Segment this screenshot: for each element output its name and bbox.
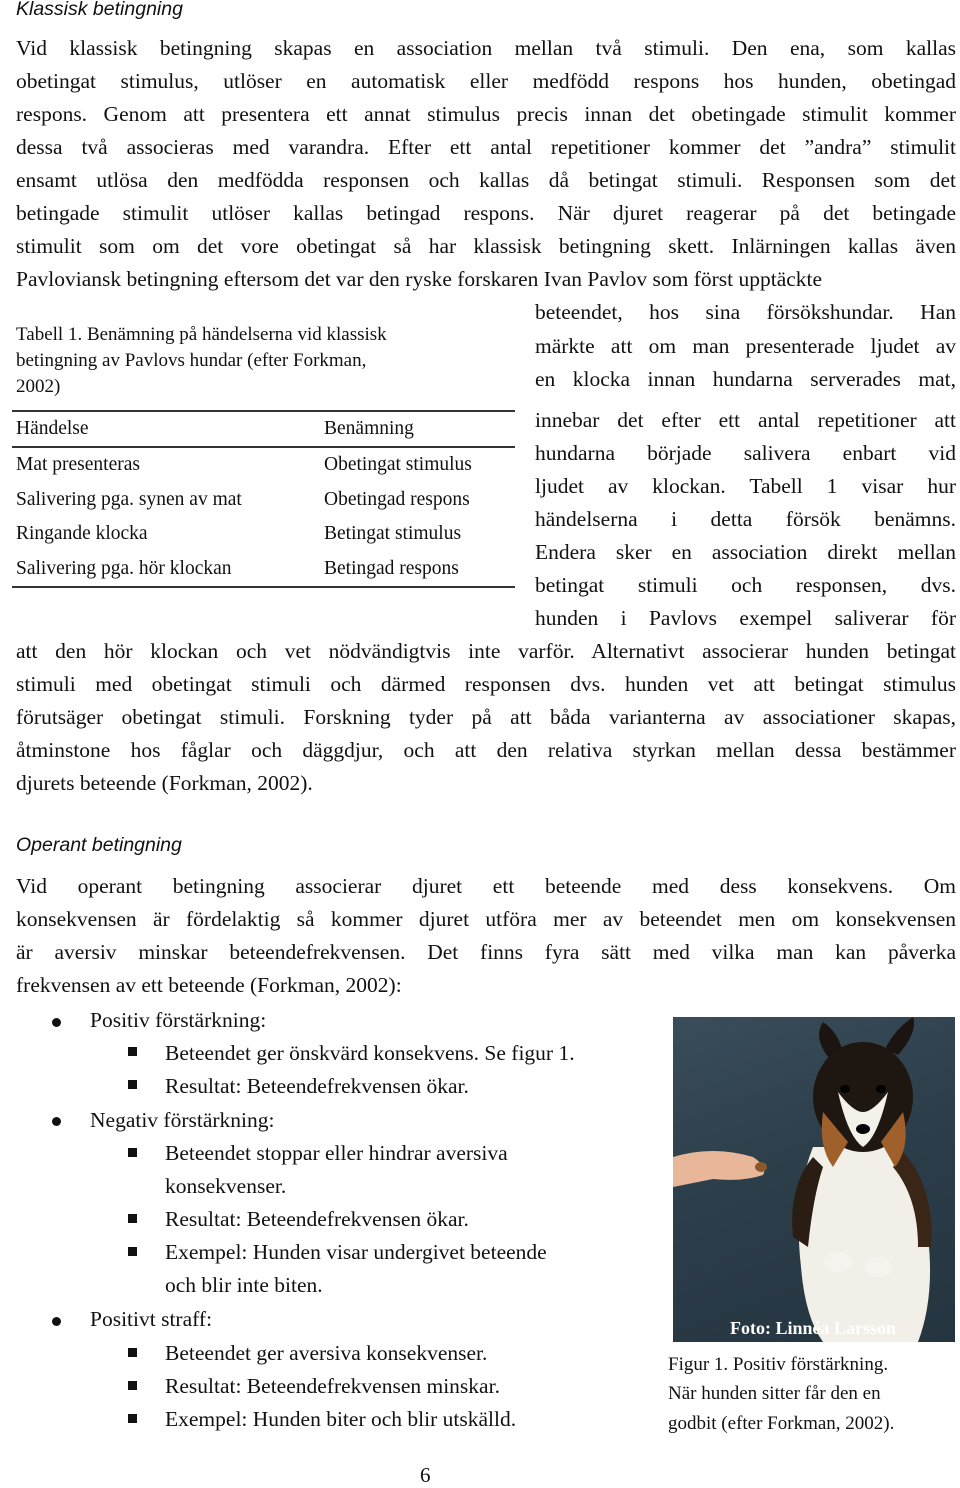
table-cell: Obetingat stimulus (324, 454, 472, 476)
sub-bullet-item: Exempel: Hunden biter och blir utskälld. (165, 1407, 517, 1431)
sub-bullet-item: Beteendet ger önskvärd konsekvens. Se figur 1. (165, 1041, 575, 1065)
bullet-square-icon (128, 1247, 137, 1256)
paragraph-line: en klocka innan hundarna serverades mat, (535, 367, 956, 391)
bullet-item: Positiv förstärkning: (90, 1008, 267, 1032)
section-heading-klassisk: Klassisk betingning (16, 0, 183, 20)
sub-bullet-item: Exempel: Hunden visar undergivet beteende (165, 1240, 547, 1264)
table-row (12, 447, 515, 483)
bullet-square-icon (128, 1348, 137, 1357)
table-header-cell: Benämning (320, 411, 515, 447)
paragraph-line: djurets beteende (Forkman, 2002). (16, 771, 313, 795)
paragraph-line: innebar det efter ett antal repetitioner att (535, 408, 956, 432)
paragraph-line: ensamt utlösa den medfödda responsen och kallas då betingat stimuli. Responsen som det (16, 168, 956, 192)
bullet-square-icon (128, 1148, 137, 1157)
table-caption-line: betingning av Pavlovs hundar (efter Forkman, (16, 350, 367, 371)
sub-bullet-item-continuation: och blir inte biten. (165, 1273, 323, 1297)
bullet-square-icon (128, 1047, 137, 1056)
paragraph-line: förutsäger obetingat stimuli. Forskning tyder på att båda varianterna av associationer skapas, (16, 705, 956, 729)
paragraph-line: stimulit som om det vore obetingat så har klassisk betingning skett. Inlärningen kallas även (16, 234, 956, 258)
table-cell: Mat presenteras (16, 454, 140, 476)
paragraph-line: beteendet, hos sina försökshundar. Han (535, 300, 956, 324)
section-heading-operant: Operant betingning (16, 834, 182, 856)
paragraph-line: Endera sker en association direkt mellan (535, 540, 956, 564)
table-cell: Salivering pga. hör klockan (12, 552, 320, 588)
paragraph-line: Vid operant betingning associerar djuret ett beteende med dess konsekvens. Om (16, 874, 956, 898)
figure-caption-line: godbit (efter Forkman, 2002). (668, 1413, 895, 1434)
paragraph-line: obetingat stimulus, utlöser en automatisk eller medfödd respons hos hunden, obetingad (16, 69, 956, 93)
table-cell: Salivering pga. synen av mat (16, 488, 242, 510)
paragraph-line: är aversiv minskar beteendefrekvensen. Det finns fyra sätt med vilka man kan påverka (16, 940, 956, 964)
paragraph-line: att den hör klockan och vet nödvändigtvis inte varför. Alternativt associerar hunden betingat (16, 639, 956, 663)
bullet-square-icon (128, 1080, 137, 1089)
paragraph-line: betingade stimulit utlöser kallas betingad respons. När djuret reagerar på det betingade (16, 201, 956, 225)
photo-credit: Foto: Linnéa Larsson (730, 1318, 897, 1338)
sub-bullet-item: Beteendet ger aversiva konsekvenser. (165, 1341, 488, 1365)
table-header-row (12, 411, 515, 447)
bullet-item: Negativ förstärkning: (90, 1108, 275, 1132)
paragraph-line: dessa två associeras med varandra. Efter ett antal repetitioner kommer det ”andra” stimulit (16, 135, 956, 159)
table-caption-line: Tabell 1. Benämning på händelserna vid klassisk (16, 324, 387, 345)
paragraph-line: respons. Genom att presentera ett annat stimulus precis innan det obetingade stimulit kommer (16, 102, 956, 126)
table-cell: Ringande klocka (16, 523, 148, 545)
paragraph-line: ljudet av klockan. Tabell 1 visar hur (535, 474, 956, 498)
bullet-square-icon (128, 1414, 137, 1423)
sub-bullet-item: Resultat: Beteendefrekvensen ökar. (165, 1074, 469, 1098)
paragraph-line: stimuli med obetingat stimuli och därmed responsen dvs. hunden vet att betingat stimulus (16, 672, 956, 696)
table-row (12, 517, 515, 552)
paragraph-line: betingat stimuli och responsen, dvs. (535, 573, 956, 597)
figure-caption-line: När hunden sitter får den en (668, 1383, 881, 1404)
figure-caption-line: Figur 1. Positiv förstärkning. (668, 1354, 889, 1375)
table-row (12, 483, 515, 518)
paragraph-line: hundarna började salivera enbart vid (535, 441, 956, 465)
sub-bullet-item: Beteendet stoppar eller hindrar aversiva (165, 1141, 508, 1165)
paragraph-line: åtminstone hos fåglar och däggdjur, och att den relativa styrkan mellan dessa bestämmer (16, 738, 956, 762)
table-cell: Obetingad respons (324, 488, 470, 510)
table-row (12, 552, 515, 588)
bullet-item: Positivt straff: (90, 1307, 213, 1331)
dog-photo (673, 1017, 955, 1342)
table-cell: Betingat stimulus (324, 523, 462, 545)
bullet-square-icon (128, 1214, 137, 1223)
sub-bullet-item: Resultat: Beteendefrekvensen minskar. (165, 1374, 500, 1398)
sub-bullet-item-continuation: konsekvenser. (165, 1174, 287, 1198)
paragraph-line: konsekvensen är fördelaktig så kommer djuret utföra mer av beteendet men om konsekvensen (16, 907, 956, 931)
table-header-cell: Händelse (12, 411, 320, 447)
bullet-dot-icon (52, 1117, 61, 1126)
bullet-dot-icon (52, 1018, 61, 1027)
events-table (12, 410, 515, 588)
table-cell: Betingad respons (320, 552, 515, 588)
bullet-dot-icon (52, 1317, 61, 1326)
paragraph-line: Vid klassisk betingning skapas en association mellan två stimuli. Den ena, som kallas (16, 36, 956, 60)
paragraph-line: händelserna i detta försök benämns. (535, 507, 956, 531)
bullet-square-icon (128, 1381, 137, 1390)
page-number: 6 (420, 1463, 431, 1487)
paragraph-line: hunden i Pavlovs exempel saliverar för (535, 606, 956, 630)
paragraph-line: Pavloviansk betingning eftersom det var den ryske forskaren Ivan Pavlov som först upptäckte (16, 267, 823, 291)
paragraph-line: frekvensen av ett beteende (Forkman, 2002): (16, 973, 402, 997)
paragraph-line: märkte att om man presenterade ljudet av (535, 334, 956, 358)
sub-bullet-item: Resultat: Beteendefrekvensen ökar. (165, 1207, 469, 1231)
table-caption-line: 2002) (16, 376, 61, 397)
